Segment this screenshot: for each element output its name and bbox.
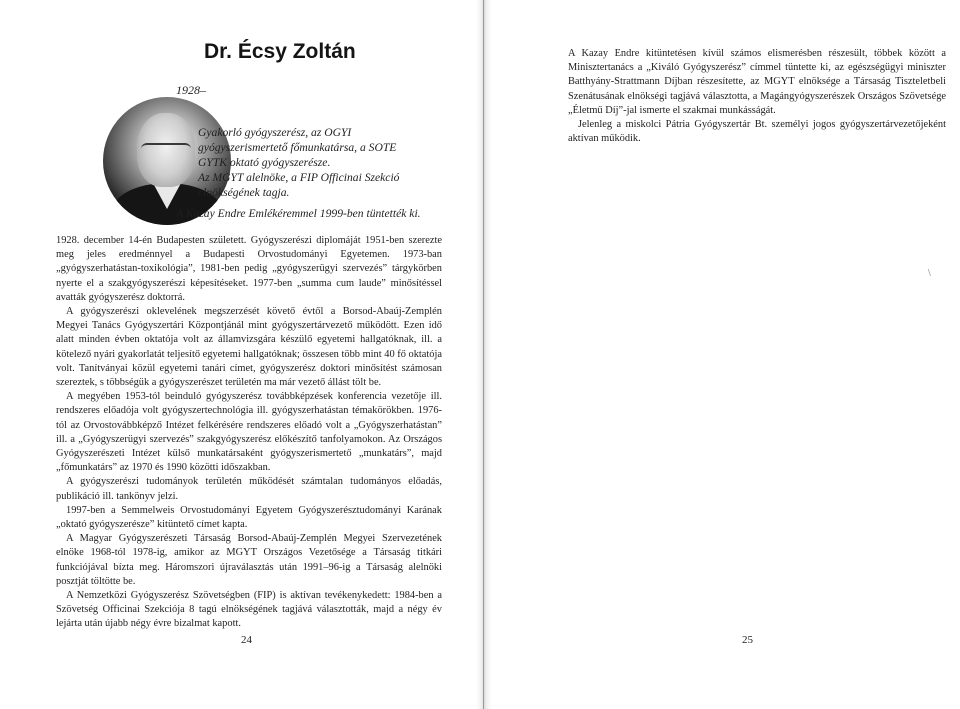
paragraph: 1928. december 14-én Budapesten született. Gyógyszerészi diplomáját 1951-ben szerezte meg jeles eredménnyel a Budapesti Orvostudományi Egyetemen. 1973-ban „gyógyszerhatástan-toxikológia”, 1981-ben pedig „gyógyszerügyi szervezés” tárgykörben nyerte el a szakgyógyszerészi képesítéseket. 1977-ben „summa cum laude” minősítéssel avatták gyógyszerész doktorrá.: [56, 235, 442, 303]
paragraph: A Kazay Endre kitüntetésen kívül számos elismerésben részesült, többek között a Minisztertanács a „Kiváló Gyógyszerész” címmel tüntette ki, az egészségügyi miniszter Batthyány-Strattmann Díjban részesítette, az MGYT elnöksége a Társaság Tiszteletbeli Szenátusának elnökségi tagjává választotta, a Magángyógyszerészek Országos Szövetsége „Életmű Díj”-jal ismerte el szakmai munkásságát.: [568, 48, 946, 116]
stray-mark: \: [928, 268, 931, 279]
portrait-caption: [198, 125, 428, 200]
paragraph: A megyében 1953-tól beinduló gyógyszerész továbbképzések konferencia vezetője ill. rendszeres előadója volt gyógyszertechnológia ill. gyógyszerhatástan témakörökben. 1976-tól az Orvostovábbképző Intézet felkérésére rendszeres előadó volt a „Gyógyszerhatástan” ill. a „Gyógyszerügyi szervezés” szakgyógyszerész előkészítő tanfolyamokon. Az Országos Gyógyszerészeti Intézet külső munkatársaként gyógyszerismertető „munkatárs”, majd „főmunkatárs” az 1970 és 1990 közötti időszakban.: [56, 391, 442, 474]
biography-text: [56, 234, 442, 632]
continuation-text: [568, 47, 946, 146]
page-number-left: 24: [241, 634, 252, 646]
page-title: Dr. Écsy Zoltán: [204, 40, 356, 63]
right-page: [482, 0, 960, 709]
caption-line-memberships: Az MGYT alelnöke, a FIP Officinai Szekció elnökségének tagja.: [198, 171, 400, 199]
birth-year: 1928–: [176, 83, 206, 97]
paragraph: 1997-ben a Semmelweis Orvostudományi Egyetem Gyógyszerésztudományi Karának „oktató gyógyszerésze” kitüntető címet kapta.: [56, 504, 442, 531]
award-note: A Kazay Endre Emlékéremmel 1999-ben tüntették ki.: [176, 207, 421, 220]
page-number-right: 25: [742, 634, 753, 646]
paragraph: A Nemzetközi Gyógyszerész Szövetségben (FIP) is aktívan tevékenykedett: 1984-ben a Szövetség Officinai Szekciója 8 tagú elnökségének tagjává választották, majd a négy év lejárta után újabb négy évre bizalmat kapott.: [56, 590, 442, 630]
paragraph: Jelenleg a miskolci Pátria Gyógyszertár Bt. személyi jogos gyógyszertárvezetőjeként aktívan működik.: [568, 119, 946, 145]
paragraph: A gyógyszerészi oklevelének megszerzését követő évtől a Borsod-Abaúj-Zemplén Megyei Tanács Gyógyszertári Központjánál mint gyógyszertárvezető működött. Ezen idő alatt minden évben oktatója volt az államvizsgára készülő egyetemi hallgatóknak, ill. a kötelező nyári gyakorlatát teljesítő egyetemi hallgatóknak; összesen több mint 40 fő oktatója volt. Tanítványai közül egyetemi tanári címet, gyógyszerész doktori minősítést számosan szereztek, s többségük a gyógyszerészet területén ma már vezető állást tölt be.: [56, 306, 442, 389]
portrait-glasses: [141, 143, 191, 157]
paragraph: A Magyar Gyógyszerészeti Társaság Borsod-Abaúj-Zemplén Megyei Szervezetének elnöke 1968-tól 1978-ig, amikor az MGYT Országos Vezetősége a Társaság titkári funkciójával bízta meg. Háromszori újraválasztás után 1991–96-ig a Társaság alelnöki posztját töltötte be.: [56, 533, 442, 587]
caption-line-roles: Gyakorló gyógyszerész, az OGYI gyógyszerismertető főmunkatársa, a SOTE GYTK oktató gyógyszerésze.: [198, 126, 397, 169]
paragraph: A gyógyszerészi tudományok területén működését számtalan tudományos előadás, publikáció ill. tankönyv jelzi.: [56, 476, 442, 502]
